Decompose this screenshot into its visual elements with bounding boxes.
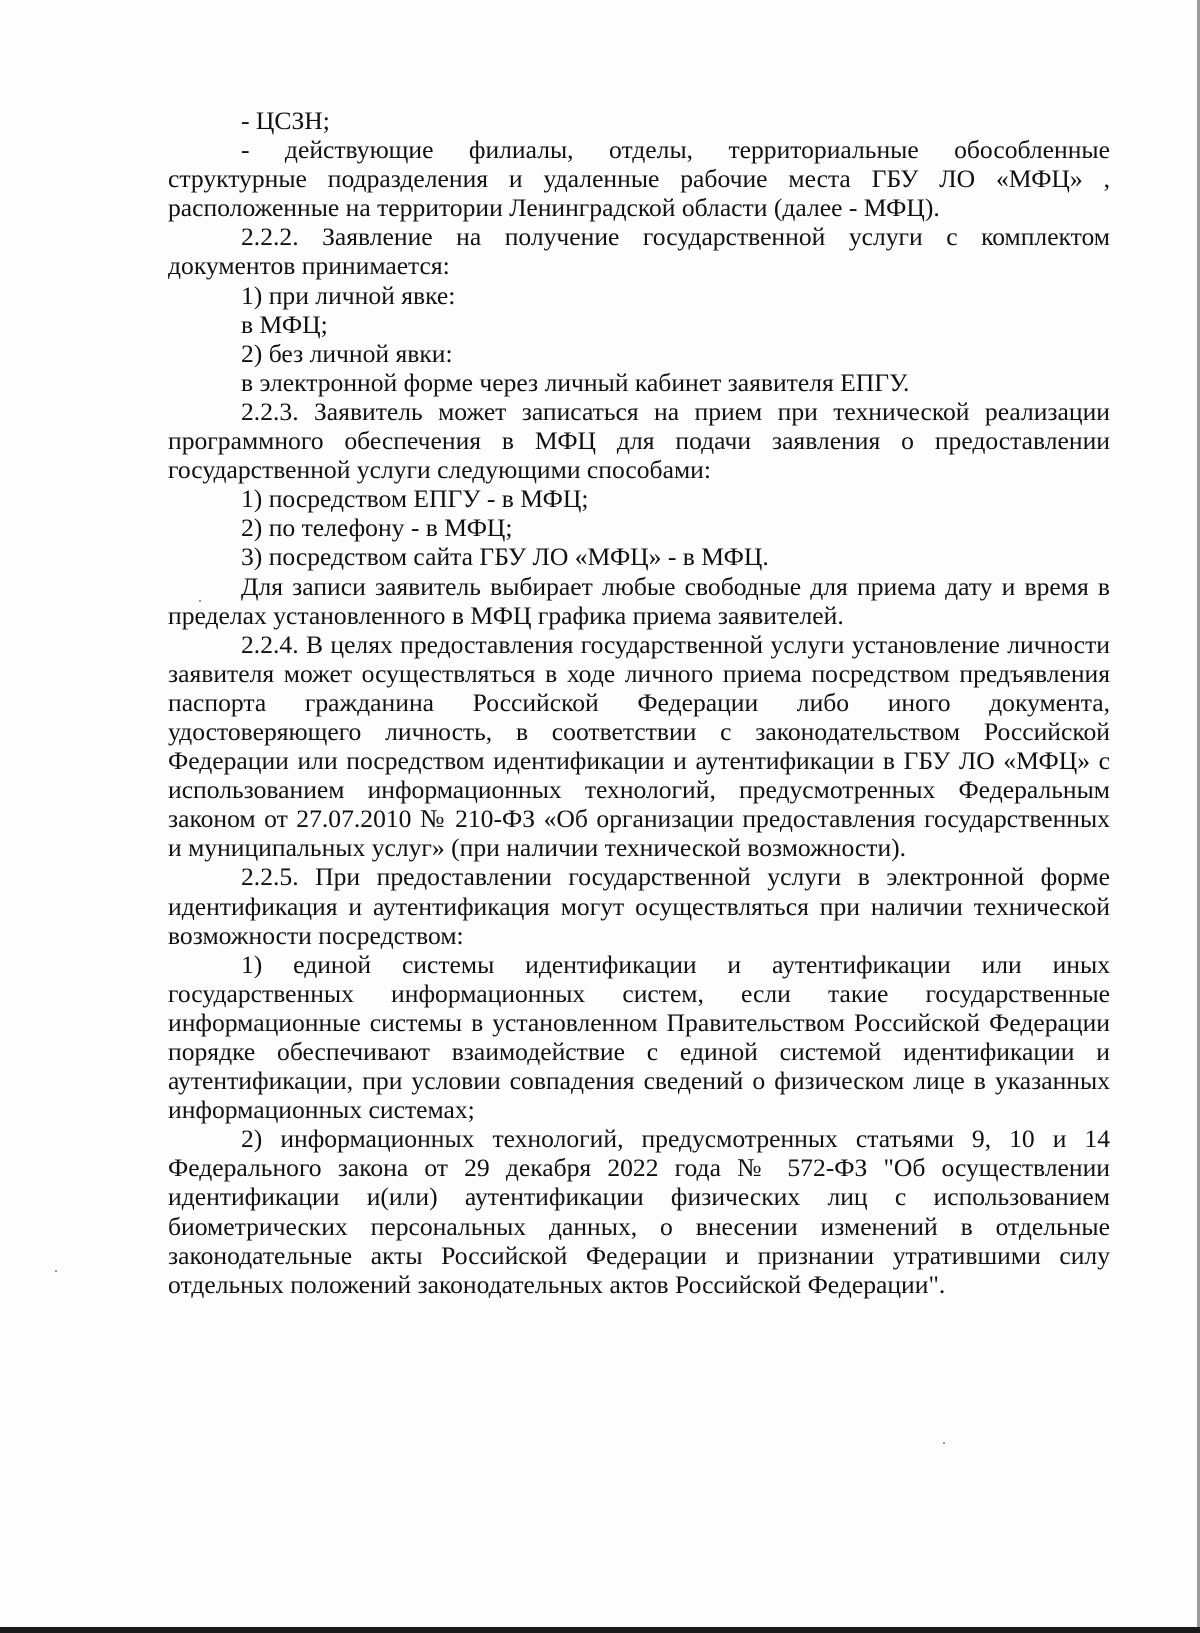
paragraph-cszn: - ЦСЗН; [241,106,330,135]
paragraph-2-2-2: 2.2.2. Заявление на получение государственной услуги с комплектом документов принимается: [168,222,1110,281]
scan-speck [943,1442,945,1444]
list-item-remote: 2) без личной явки: [241,338,453,368]
list-item-epgu: 1) посредством ЕПГУ - в МФЦ; [241,484,589,514]
paragraph-appointment: Для записи заявитель выбирает любые свободные для приема дату и время в пределах установленного в МФЦ графика приема заявителей. [168,571,1110,630]
scan-speck [55,1270,57,1272]
list-item-electronic: в электронной форме через личный кабинет заявителя ЕПГУ. [241,367,910,397]
list-item-esia: 1) единой системы идентификации и аутентификации или иных государственных информационных систем, если такие государственные информационные системы в установленном Правительством Российской Федерации порядке обеспечивают взаимодействие с единой системой идентификации и аутентификации, при условии совпадения сведений о физическом лице в указанных информационных системах; [168,949,1110,1125]
list-item-in-mfc: в МФЦ; [241,309,328,339]
paragraph-2-2-5: 2.2.5. При предоставлении государственной услуги в электронной форме идентификация и аутентификация могут осуществляться при наличии технической возможности посредством: [168,862,1110,950]
document-body [168,106,1110,1299]
paragraph-2-2-3: 2.2.3. Заявитель может записаться на прием при технической реализации программного обеспечения в МФЦ для подачи заявления о предоставлении государственной услуги следующими способами: [168,396,1110,485]
list-item-phone: 2) по телефону - в МФЦ; [241,513,513,543]
paragraph-mfc-branches: - действующие филиалы, отделы, территориальные обособленные структурные подразделения и удаленные рабочие места ГБУ ЛО «МФЦ» , расположенные на территории Ленинградской области (далее - МФЦ). [168,135,1110,223]
scan-bottom-edge [0,1627,1200,1633]
list-item-biometric: 2) информационных технологий, предусмотренных статьями 9, 10 и 14 Федерального закона от 29 декабря 2022 года № 572-ФЗ "Об осуществлении идентификации и(или) аутентификации физических лиц с использованием биометрических персональных данных, о внесении изменений в отдельные законодательные акты Российской Федерации и признании утратившими силу отдельных положений законодательных актов Российской Федерации". [168,1124,1110,1299]
list-item-in-person: 1) при личной явке: [241,280,456,310]
paragraph-2-2-4: 2.2.4. В целях предоставления государственной услуги установление личности заявителя может осуществляться в ходе личного приема посредством предъявления паспорта гражданина Российской Федерации либо иного документа, удостоверяющего личность, в соответствии с законодательством Российской Федерации или посредством идентификации и аутентификации в ГБУ ЛО «МФЦ» с использованием информационных технологий, предусмотренных Федеральным законом от 27.07.2010 № 210-ФЗ «Об организации предоставления государственных и муниципальных услуг» (при наличии технической возможности). [168,629,1110,863]
list-item-site: 3) посредством сайта ГБУ ЛО «МФЦ» - в МФЦ. [241,542,769,572]
